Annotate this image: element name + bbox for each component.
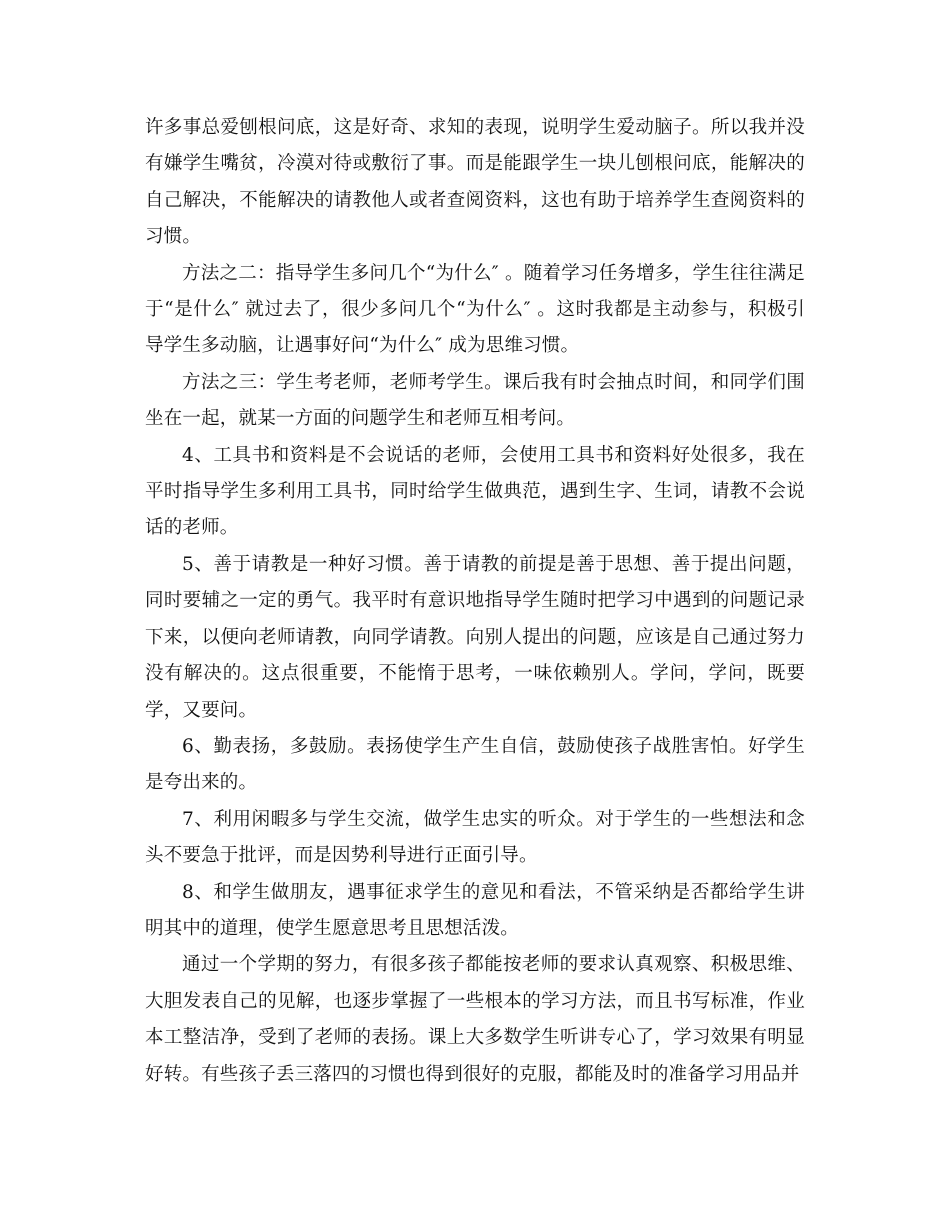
paragraph-2: 方法之二：指导学生多问几个“为什么″ 。随着学习任务增多，学生往往满足于“是什么″ 就过去了，很少多问几个“为什么″ 。这时我都是主动参与，积极引导学生多动脑，让遇事好问“为什么″ 成为思维习惯。 (145, 262, 805, 357)
paragraph-1: 许多事总爱刨根问底，这是好奇、求知的表现，说明学生爱动脑子。所以我并没有嫌学生嘴贫，冷漠对待或敷衍了事。而是能跟学生一块儿刨根问底，能解决的自己解决，不能解决的请教他人或者查阅资料，这也有助于培养学生查阅资料的习惯。 (145, 117, 805, 248)
document-page (145, 110, 805, 1093)
paragraph-3: 方法之三：学生考老师，老师考学生。课后我有时会抽点时间，和同学们围坐在一起，就某一方面的问题学生和老师互相考问。 (145, 371, 805, 430)
paragraph-6: 6、勤表扬，多鼓励。表扬使学生产生自信，鼓励使孩子战胜害怕。好学生是夸出来的。 (145, 735, 805, 794)
paragraph-7: 7、利用闲暇多与学生交流，做学生忠实的听众。对于学生的一些想法和念头不要急于批评，而是因势利导进行正面引导。 (145, 808, 805, 867)
paragraph-9: 通过一个学期的努力，有很多孩子都能按老师的要求认真观察、积极思维、大胆发表自己的见解，也逐步掌握了一些根本的学习方法，而且书写标准，作业本工整洁净，受到了老师的表扬。课上大多数学生听讲专心了，学习效果有明显好转。有些孩子丢三落四的习惯也得到很好的克服，都能及时的准备学习用品并 (145, 954, 805, 1085)
paragraph-4: 4、工具书和资料是不会说话的老师，会使用工具书和资料好处很多，我在平时指导学生多利用工具书，同时给学生做典范，遇到生字、生词，请教不会说话的老师。 (145, 444, 805, 539)
paragraph-5: 5、善于请教是一种好习惯。善于请教的前提是善于思想、善于提出问题，同时要辅之一定的勇气。我平时有意识地指导学生随时把学习中遇到的问题记录下来，以便向老师请教，向同学请教。向别人提出的问题，应该是自己通过努力没有解决的。这点很重要，不能惰于思考，一味依赖别人。学问，学问，既要学，又要问。 (145, 553, 805, 721)
paragraph-8: 8、和学生做朋友，遇事征求学生的意见和看法，不管采纳是否都给学生讲明其中的道理，使学生愿意思考且思想活泼。 (145, 881, 805, 939)
